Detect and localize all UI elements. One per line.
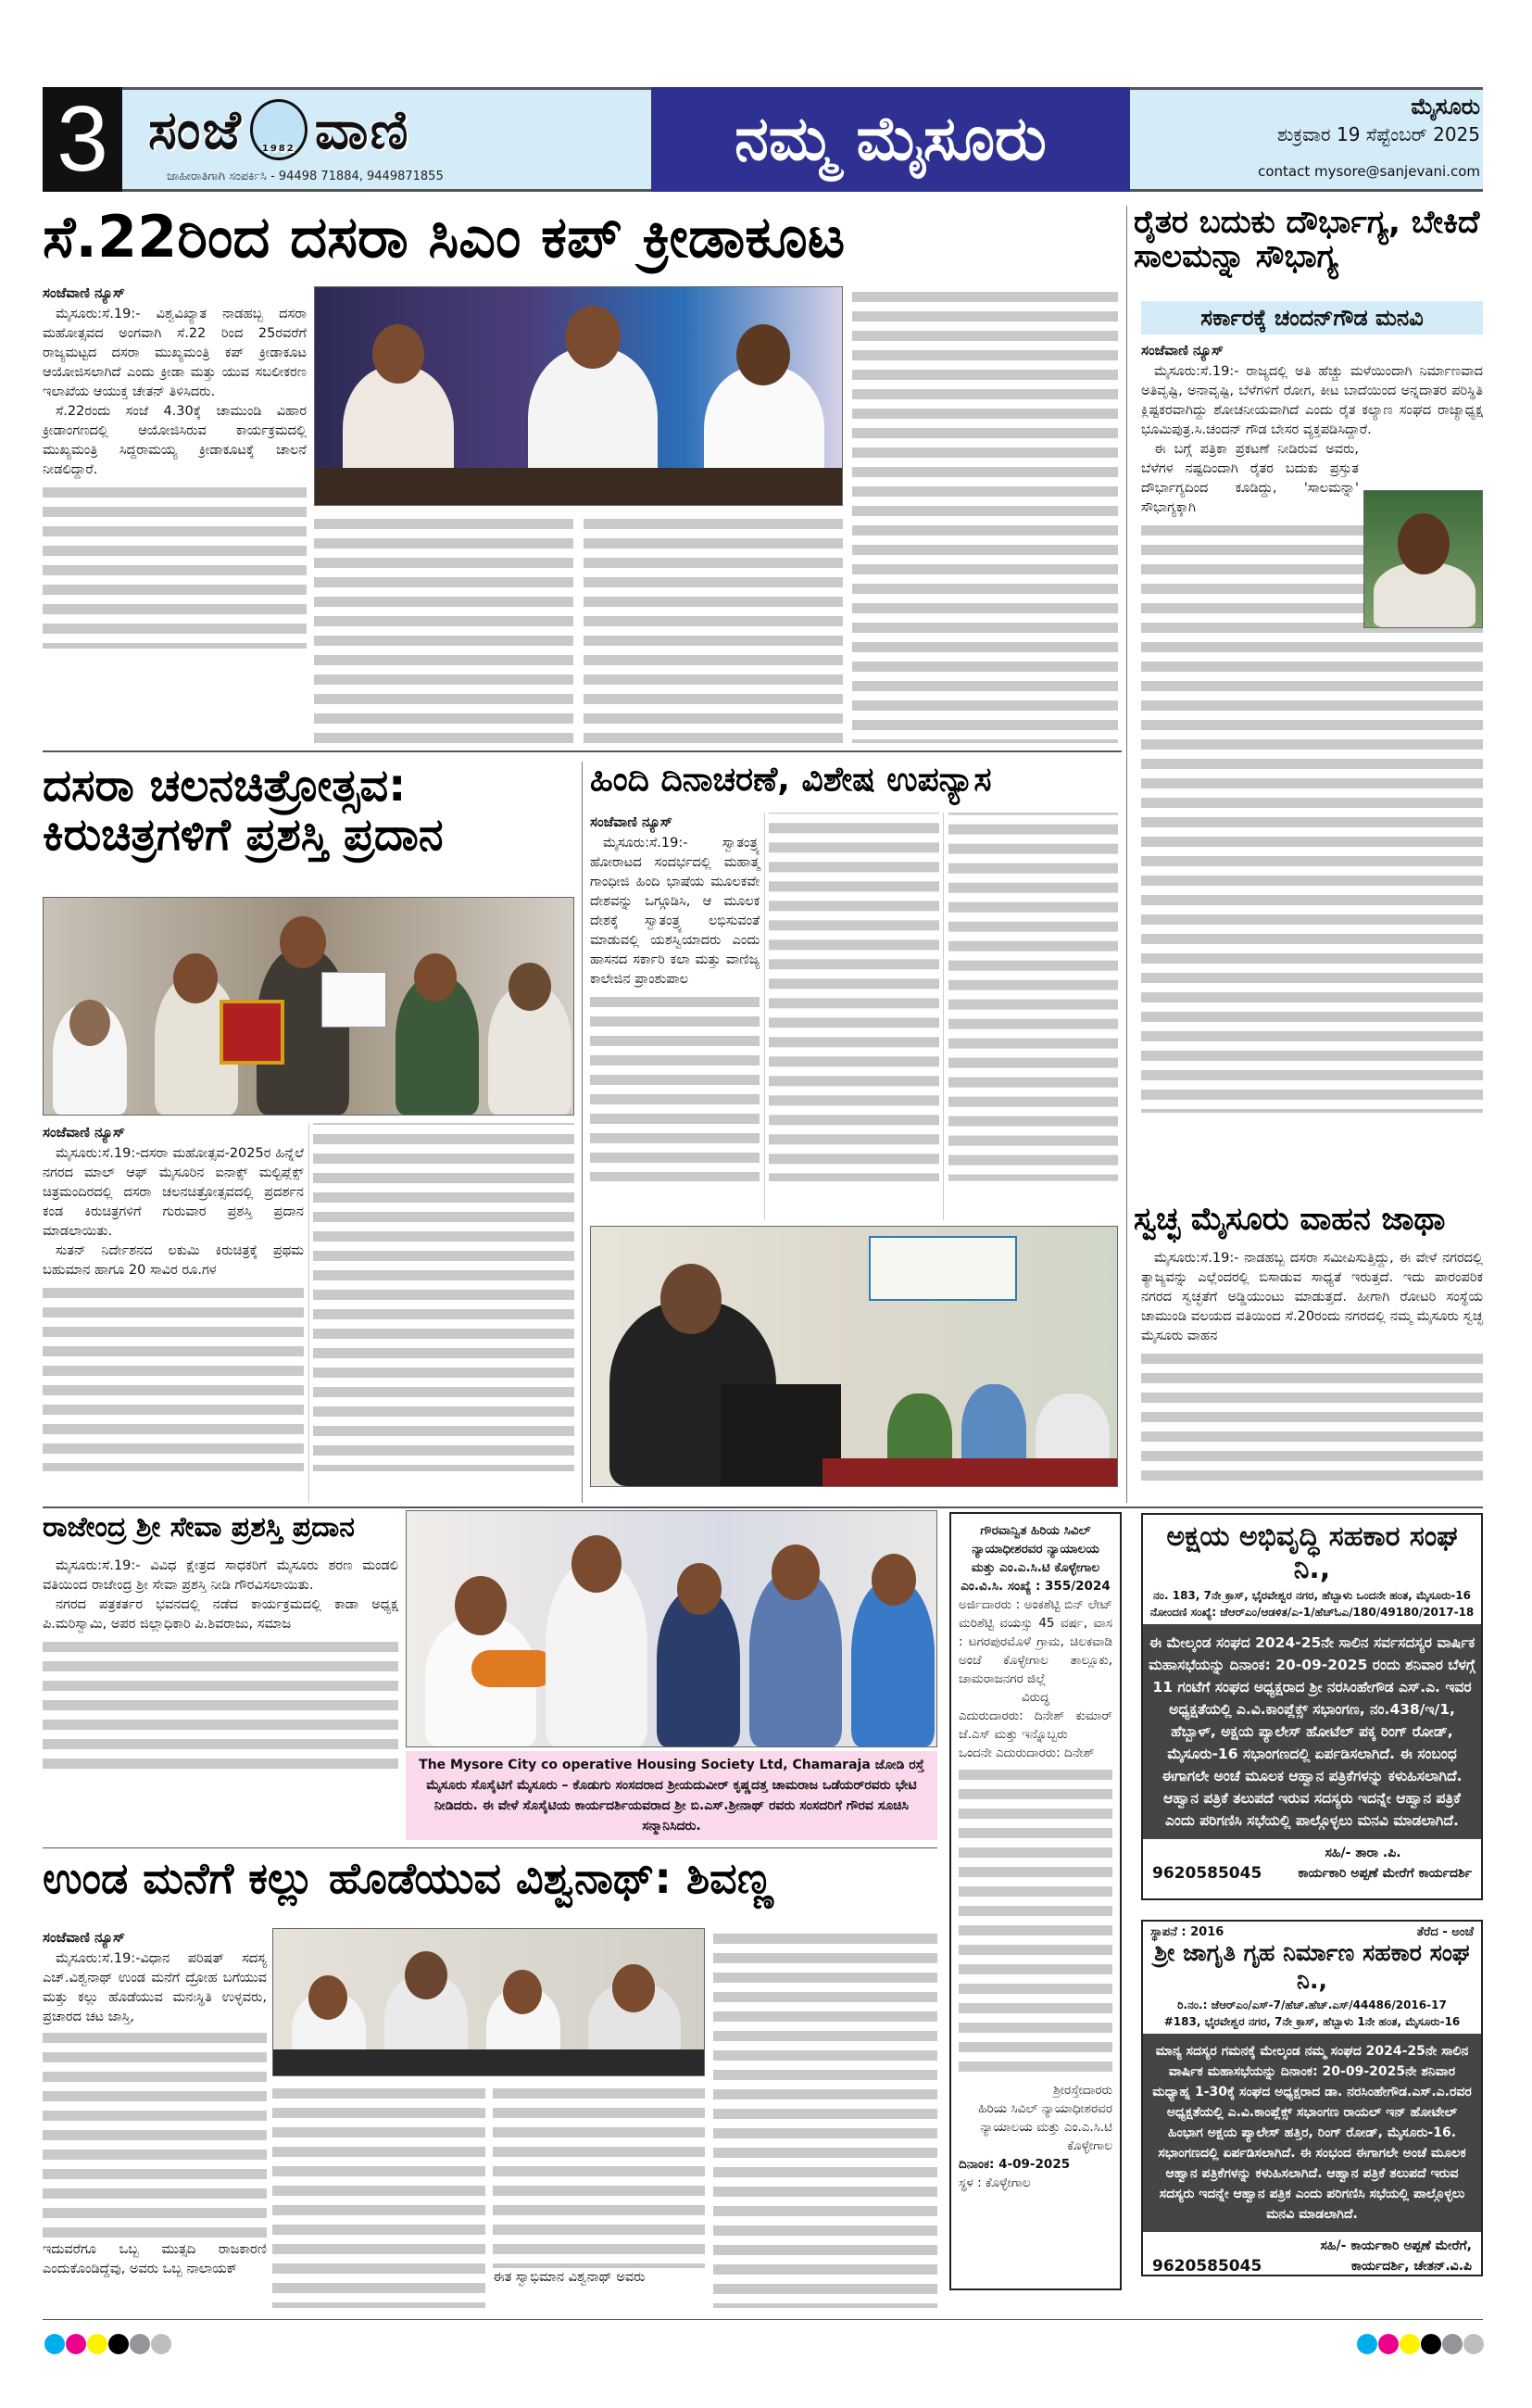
headline-line: ದಸರಾ ಚಲನಚಿತ್ರೋತ್ಸವ: — [43, 760, 407, 812]
ad-reg-no: ನೋಂದಣಿ ಸಂಖ್ಯೆ: ಜೆಆರ್‌ಎಂ/ಆಡಳಿತ/ಎ-1/ಹೆಚ್‌ಓಎ/180/49180/2017-18 — [1149, 1606, 1475, 1619]
ad-title: ಶ್ರೀ ಜಾಗೃತಿ ಗೃಹ ನಿರ್ಮಾಣ ಸಹಕಾರ ಸಂಘ ನಿ., — [1154, 1939, 1470, 1994]
ad-tag: ತೆರೆದ - ಅಂಚೆ — [1416, 1925, 1474, 1939]
ad-contact: ಜಾಹೀರಾತಿಗಾಗಿ ಸಂಪರ್ಕಿಸಿ - 94498 71884, 9449871855 — [167, 170, 444, 183]
vishwanath-col1 — [43, 1928, 267, 2308]
cyan-dot — [44, 2334, 65, 2354]
text-texture — [43, 482, 307, 649]
vishwanath-col3 — [493, 2083, 705, 2308]
paragraph: ಇದುವರೆಗೂ ಒಬ್ಬ ಮುತ್ಸದಿ ರಾಜಕಾರಣಿ ಎಂದುಕೊಂಡಿದ್ದೆವು, ಅವರು ಒಬ್ಬ ನಾಲಾಯಕ್ — [43, 2242, 267, 2276]
cm-cup-press-photo — [314, 286, 843, 506]
farmers-article — [1141, 341, 1483, 1179]
gray-dot — [1442, 2334, 1463, 2354]
byline: ಸಂಜೆವಾಣಿ ನ್ಯೂಸ್ — [43, 1929, 125, 1946]
dove-emblem-icon — [250, 99, 308, 160]
paragraph: ಮೈಸೂರು:ಸೆ.19:- ಸ್ವಾತಂತ್ರ್ಯ ಹೋರಾಟದ ಸಂದರ್ಭದಲ್ಲಿ ಮಹಾತ್ಮ ಗಾಂಧೀಜಿ ಹಿಂದಿ ಭಾಷೆಯ ಮೂಲಕವೇ ದೇಶವನ್ನು ಒಗ್ಗೂಡಿಸಿ, ಆ ಮೂಲಕ ದೇಶಕ್ಕೆ ಸ್ವಾತಂತ್ರ್ಯ ಲಭಿಸುವಂತೆ ಮಾಡುವಲ್ಲಿ ಯಶಸ್ವಿಯಾದರು ಎಂದು ಹಾಸನದ ಸರ್ಕಾರಿ ಕಲಾ ಮತ್ತು ವಾಣಿಜ್ಯ ಕಾಲೇಜಿನ ಪ್ರಾಂಶುಪಾಲ — [590, 836, 760, 987]
farmers-headline: ರೈತರ ಬದುಕು ದೌರ್ಭಾಗ್ಯ, ಬೇಕಿದೆ ಸಾಲಮನ್ನಾ ಸೌಭಾಗ್ಯ — [1134, 204, 1480, 276]
paragraph: ಸುತನ್ ನಿರ್ದೇಶನದ ಲಕುಮಿ ಕಿರುಚಿತ್ರಕ್ಕೆ ಪ್ರಥಮ ಬಹುಮಾನ ಹಾಗೂ 20 ಸಾವಿರ ರೂ.ಗಳ — [43, 1243, 304, 1278]
court-notice — [949, 1512, 1122, 2290]
footer-rule — [43, 2319, 1483, 2320]
ad-phone: 9620585045 — [1152, 1864, 1262, 1883]
first-respondent: ಒಂದನೇ ಎದುರುದಾರರು: ದಿನೇಶ್ — [959, 1746, 1095, 1760]
court-name: ಗೌರವಾನ್ವಿತ ಹಿರಿಯ ಸಿವಿಲ್ ನ್ಯಾಯಾಧೀಶರವರ ನ್ಯಾಯಾಲಯ ಮತ್ತು ಎಂ.ಎ.ಸಿ.ಟಿ ಕೊಳ್ಳೇಗಾಲ — [971, 1523, 1100, 1575]
column-divider — [1126, 206, 1127, 1503]
yellow-dot — [1400, 2334, 1420, 2354]
notice-place: ಸ್ಥಳ : ಕೊಳ್ಳೇಗಾಲ — [959, 2175, 1031, 2190]
text-texture — [43, 1636, 398, 1775]
edition-info — [1258, 93, 1480, 185]
paragraph: ಮೈಸೂರು:ಸೆ.19:- ರಾಜ್ಯದಲ್ಲಿ ಅತಿ ಹೆಚ್ಚು ಮಳೆಯಿಂದಾಗಿ ನಿರ್ಮಾಣವಾದ ಅತಿವೃಷ್ಟಿ, ಅನಾವೃಷ್ಟಿ, ಬೆಳೆಗಳಿಗೆ ರೋಗ, ಕೀಟ ಬಾದೆಯಿಂದ ಅನ್ನದಾತರ ಪರಿಸ್ಥಿತಿ ಕ್ಲಿಷ್ಟಕರವಾಗಿದ್ದು ಶೋಚನೀಯವಾಗಿದೆ ಎಂದು ರೈತ ಕಲ್ಯಾಣ ಸಂಘದ ರಾಜ್ಯಾಧ್ಯಕ್ಷ ಭೂಮಿಪುತ್ರ.ಸಿ.ಚಂದನ್ ಗೌಡ ಬೇಸರ ವ್ಯಕ್ತಪಡಿಸಿದ್ದಾರೆ. — [1141, 364, 1483, 437]
page-number: 3 — [43, 87, 122, 192]
paragraph: ಮೈಸೂರು:ಸೆ.19:-ವಿಧಾನ ಪರಿಷತ್ ಸದಸ್ಯ ಎಚ್.ವಿಶ್ವನಾಥ್ ಉಂಡ ಮನೆಗೆ ದ್ರೋಹ ಬಗೆಯುವ ಮತ್ತು ಕಲ್ಲು ಹೊಡೆಯುವ ಮನಃಸ್ಥಿತಿ ಉಳ್ಳವರು, ಪ್ರಚಾರದ ಚಟ ಜಾಸ್ತಿ, — [43, 1951, 267, 2024]
lead-headline: ಸೆ.22ರಿಂದ ದಸರಾ ಸಿಎಂ ಕಪ್ ಕ್ರೀಡಾಕೂಟ — [43, 203, 846, 271]
rajendra-article — [43, 1557, 398, 1840]
byline: ಸಂಜೆವಾಣಿ ನ್ಯೂಸ್ — [590, 813, 672, 830]
edition-date: ಶುಕ್ರವಾರ 19 ಸೆಪ್ಟೆಂಬರ್ 2025 — [1277, 123, 1480, 145]
magenta-dot — [1378, 2334, 1399, 2354]
banner-graphic — [869, 1236, 1017, 1301]
section-divider — [43, 1507, 1483, 1508]
film-festival-headline — [43, 762, 580, 860]
signatory-office: ಹಿರಿಯ ಸಿವಿಲ್ ನ್ಯಾಯಾಧೀಶರವರ ನ್ಯಾಯಾಲಯ ಮತ್ತು ಎಂ.ಎ.ಸಿ.ಟಿ ಕೊಳ್ಳೇಗಾಲ — [978, 2101, 1112, 2153]
akshaya-ad — [1141, 1513, 1483, 1900]
contact-email[interactable]: contact mysore@sanjevani.com — [1258, 163, 1480, 180]
ad-reg-no: ರಿ.ನಂ.: ಜೆಆರ್‌ಎಂ/ಎಸ್-7/ಹೆಚ್.ಹೆಚ್.ಎಸ್/44486/2016-17 — [1177, 1998, 1447, 2011]
black-dot — [108, 2334, 129, 2354]
byline: ಸಂಜೆವಾಣಿ ನ್ಯೂಸ್ — [1141, 342, 1224, 359]
notice-date: ದಿನಾಂಕ: 4-09-2025 — [959, 2157, 1071, 2172]
ad-designation: ಕಾರ್ಯಕಾರಿ ಅಪ್ಪಣೆ ಮೇರೆಗೆ ಕಾರ್ಯದರ್ಶಿ — [1298, 1866, 1472, 1881]
petitioner: ಅರ್ಜಿದಾರರು : ಅಂಕಶೆಟ್ಟಿ ಬಿನ್ ಲೇಟ್ ಮರಿಶೆಟ್ಟಿ ವಯಸ್ಸು 45 ವರ್ಷ, ವಾಸ : ಟಗರಪುರಮೊಳೆ ಗ್ರಾಮ, ಚಿಲಕವಾಡಿ ಅಂಚೆ ಕೊಳ್ಳೇಗಾಲ ತಾಲ್ಲೂಕು, ಚಾಮರಾಜನಗರ ಜಿಲ್ಲೆ — [959, 1597, 1112, 1686]
gray-dot — [130, 2334, 150, 2354]
swachh-article — [1141, 1249, 1483, 1503]
ad-phone: 9620585045 — [1152, 2257, 1262, 2276]
section-divider — [43, 1847, 937, 1848]
logo-text-left: ಸಂಜೆ — [148, 97, 243, 161]
versus: ವಿರುದ್ಧ — [1022, 1690, 1049, 1705]
black-dot — [1421, 2334, 1441, 2354]
section-title: ನಮ್ಮ ಮೈಸೂರು — [651, 87, 1130, 192]
edition-city: ಮೈಸೂರು — [1411, 94, 1480, 120]
light-gray-dot — [1463, 2334, 1484, 2354]
headline-line: ಕಿರುಚಿತ್ರಗಳಿಗೆ ಪ್ರಶಸ್ತಿ ಪ್ರದಾನ — [43, 808, 444, 861]
lead-article-col1 — [43, 284, 307, 747]
text-texture — [1141, 1348, 1483, 1487]
vishwanath-col4 — [713, 1928, 937, 2308]
rajendra-headline: ರಾಜೇಂದ್ರ ಶ್ರೀ ಸೇವಾ ಪ್ರಶಸ್ತಿ ಪ್ರದಾನ — [43, 1511, 355, 1544]
ad-designation: ಕಾರ್ಯದರ್ಶಿ, ಚೇತನ್.ವಿ.ಪಿ — [1350, 2259, 1472, 2274]
lead-article-col4 — [852, 286, 1118, 743]
ad-address: #183, ಭೈರವೇಶ್ವರ ನಗರ, 7ನೇ ಕ್ರಾಸ್, ಹೆಬ್ಬಾಳು 1ನೇ ಹಂತ, ಮೈಸೂರು-16 — [1163, 2015, 1461, 2028]
registration-marks-left — [44, 2334, 172, 2358]
text-texture — [493, 2083, 705, 2268]
chandan-gowda-portrait — [1363, 490, 1483, 628]
signatory: ಶ್ರೀರಸ್ತೇದಾರರು — [1053, 2083, 1112, 2098]
light-gray-dot — [151, 2334, 171, 2354]
paragraph: ಮೈಸೂರು:ಸೆ.19:- ವಿಶ್ವವಿಖ್ಯಾತ ನಾಡಹಬ್ಬ ದಸರಾ ಮಹೋತ್ಸವದ ಅಂಗವಾಗಿ ಸೆ.22 ರಿಂದ 25ರವರೆಗೆ ರಾಜ್ಯಮಟ್ಟದ ದಸರಾ ಮುಖ್ಯಮಂತ್ರಿ ಕಪ್ ಕ್ರೀಡಾಕೂಟ ಆಯೋಜಿಸಲಾಗಿದೆ ಎಂದು ಕ್ರೀಡಾ ಮತ್ತು ಯುವ ಸಬಲೀಕರಣ ಇಲಾಖೆಯ ಆಯುಕ್ತ ಚೇತನ್ ತಿಳಿಸಿದರು. — [43, 307, 307, 399]
ad-signature: ಸಹಿ/- ಕಾರ್ಯಕಾರಿ ಅಪ್ಪಣೆ ಮೇರೆಗೆ, — [1320, 2238, 1472, 2253]
respondents: ಎದುರುದಾರರು: ದಿನೇಶ್ ಕುಮಾರ್ ಜೆ.ಎಸ್ ಮತ್ತು ಇನ್ನೊಬ್ಬರು — [959, 1708, 1112, 1742]
byline: ಸಂಜೆವಾಣಿ ನ್ಯೂಸ್ — [43, 284, 125, 301]
ad-title: ಅಕ್ಷಯ ಅಭಿವೃದ್ಧಿ ಸಹಕಾರ ಸಂಘ ನಿ., — [1166, 1520, 1458, 1585]
case-number: ಎಂ.ವಿ.ಸಿ. ಸಂಖ್ಯೆ : 355/2024 — [961, 1579, 1111, 1594]
vishwanath-col2 — [272, 2083, 485, 2308]
magenta-dot — [66, 2334, 86, 2354]
logo-year: 1982 — [261, 144, 295, 154]
jagruthi-ad — [1141, 1920, 1483, 2276]
hindi-day-headline: ಹಿಂದಿ ದಿನಾಚರಣೆ, ವಿಶೇಷ ಉಪನ್ಯಾಸ — [590, 761, 992, 799]
paragraph: ನಗರದ ಪತ್ರಕರ್ತರ ಭವನದಲ್ಲಿ ನಡೆದ ಕಾರ್ಯಕ್ರಮದಲ್ಲಿ ಕಾಡಾ ಅಧ್ಯಕ್ಷ ಪಿ.ಮರಿಸ್ವಾಮಿ, ಅಪರ ಜಿಲ್ಲಾಧಿಕಾರಿ ಪಿ.ಶಿವರಾಜು, ಸಮಾಜ — [43, 1597, 398, 1632]
paragraph: ಈ ಬಗ್ಗೆ ಪತ್ರಿಕಾ ಪ್ರಕಟಣೆ ನೀಡಿರುವ ಅವರು, ಬೆಳೆಗಳ ನಷ್ಟದಿಂದಾಗಿ ರೈತರ ಬದುಕು ಪ್ರಸ್ತುತ ದೌರ್ಭಾಗ್ಯದಿಂದ ಕೂಡಿದ್ದು, 'ಸಾಲಮನ್ನಾ' ಸೌಭಾಗ್ಯಕ್ಕಾಗಿ — [1141, 442, 1359, 515]
column-divider — [582, 762, 583, 1503]
press-meet-photo — [272, 1928, 705, 2076]
section-divider — [43, 750, 1122, 752]
housing-society-photo — [406, 1510, 937, 1747]
ad-signature: ಸಹಿ/- ತಾರಾ .ಪಿ. — [1325, 1846, 1401, 1860]
swachh-headline: ಸ್ವಚ್ಛ ಮೈಸೂರು ವಾಹನ ಜಾಥಾ — [1134, 1201, 1446, 1238]
ad-body: ಈ ಮೇಲ್ಕಂಡ ಸಂಘದ 2024-25ನೇ ಸಾಲಿನ ಸರ್ವಸದಸ್ಯರ ವಾರ್ಷಿಕ ಮಹಾಸಭೆಯನ್ನು ದಿನಾಂಕ: 20-09-2025 ರಂದು ಶನಿವಾರ ಬೆಳಗ್ಗೆ 11 ಗಂಟೆಗೆ ಸಂಘದ ಅಧ್ಯಕ್ಷರಾದ ಶ್ರೀ ನರಸಿಂಹೇಗೌಡ ಎಸ್.ಎ. ಇವರ ಅಧ್ಯಕ್ಷತೆಯಲ್ಲಿ ಎ.ವಿ.ಕಾಂಪ್ಲೆಕ್ಸ್ ಸಭಾಂಗಣ, ನಂ.438/ಇ/1, ಹೆಬ್ಬಾಳ್, ಅಕ್ಷಯ ಪ್ಯಾಲೇಸ್ ಹೋಟೆಲ್ ಪಕ್ಕ ರಿಂಗ್ ರೋಡ್, ಮೈಸೂರು-16 ಸಭಾಂಗಣದಲ್ಲಿ ಏರ್ಪಡಿಸಲಾಗಿದೆ. ಈ ಸಂಬಂಧ ಈಗಾಗಲೇ ಅಂಚೆ ಮೂಲಕ ಆಹ್ವಾನ ಪತ್ರಿಕೆಗಳನ್ನು ಕಳುಹಿಸಲಾಗಿದೆ. ಆಹ್ವಾನ ಪತ್ರಿಕೆ ತಲುಪದೆ ಇರುವ ಸದಸ್ಯರು ಇದನ್ನೇ ಆಹ್ವಾನ ಪತ್ರಿಕೆ ಎಂದು ಪರಿಗಣಿಸಿ ಸಭೆಯಲ್ಲಿ ಪಾಲ್ಗೊಳ್ಳಲು ಮನವಿ ಮಾಡಲಾಗಿದೆ. — [1143, 1624, 1481, 1839]
text-texture — [959, 1764, 1112, 2079]
housing-society-caption: The Mysore City co operative Housing Society Ltd, Chamaraja ಜೋಡಿ ರಸ್ತೆ ಮೈಸೂರು ಸೊಸೈಟಿಗೆ ಮೈಸೂರು – ಕೊಡುಗು ಸಂಸದರಾದ ಶ್ರೀಯದುವೀರ್ ಕೃಷ್ಣದತ್ತ ಚಾಮರಾಜ ಒಡೆಯರ್‌ರವರು ಭೇಟಿ ನೀಡಿದರು. ಈ ವೇಳೆ ಸೊಸೈಟಿಯ ಕಾರ್ಯದರ್ಶಿಯವರಾದ ಶ್ರೀ ಬಿ.ಎಸ್.ಶ್ರೀನಾಥ್ ರವರು ಸಂಸದರಿಗೆ ಗೌರವ ಸೂಚಿಸಿ ಸನ್ಮಾನಿಸಿದರು. — [406, 1751, 937, 1840]
paragraph: ಮೈಸೂರು:ಸೆ.19:- ನಾಡಹಬ್ಬ ದಸರಾ ಸಮೀಪಿಸುತ್ತಿದ್ದು, ಈ ವೇಳೆ ನಗರದಲ್ಲಿ ತ್ಯಾಜ್ಯವನ್ನು ಎಲ್ಲೆಂದರಲ್ಲಿ ಬಿಸಾಡುವ ಸಾಧ್ಯತೆ ಇರುತ್ತದೆ. ಇದು ಪಾರಂಪರಿಕ ನಗರದ ಸ್ವಚ್ಛತೆಗೆ ಅಡ್ಡಿಯುಂಟು ಮಾಡುತ್ತದೆ. ಹೀಗಾಗಿ ರೋಟರಿ ಸಂಸ್ಥೆಯ ಚಾಮುಂಡಿ ವಲಯದ ವತಿಯಿಂದ ಸೆ.20ರಂದು ನಗರದಲ್ಲಿ ನಮ್ಮ ಮೈಸೂರು ಸ್ವಚ್ಛ ಮೈಸೂರು ವಾಹನ — [1141, 1251, 1483, 1343]
yellow-dot — [87, 2334, 107, 2354]
ad-address: ನಂ. 183, 7ನೇ ಕ್ರಾಸ್, ಭೈರವೇಶ್ವರ ನಗರ, ಹೆಬ್ಬಾಳು ಒಂದನೇ ಹಂತ, ಮೈಸೂರು-16 — [1153, 1589, 1471, 1602]
paragraph: ಮೈಸೂರು:ಸೆ.19:-ದಸರಾ ಮಹೋತ್ಸವ-2025ರ ಹಿನ್ನೆಲೆ ನಗರದ ಮಾಲ್ ಆಫ್ ಮೈಸೂರಿನ ಐನಾಕ್ಸ್ ಮಲ್ಟಿಪ್ಲೆಕ್ಸ್ ಚಿತ್ರಮಂದಿರದಲ್ಲಿ ದಸರಾ ಚಲನಚಿತ್ರೋತ್ಸವದಲ್ಲಿ ಪ್ರದರ್ಶನ ಕಂಡ ಕಿರುಚಿತ್ರಗಳಿಗೆ ಗುರುವಾರ ಪ್ರಶಸ್ತಿ ಪ್ರದಾನ ಮಾಡಲಾಯಿತು. — [43, 1146, 304, 1239]
text-texture — [43, 2027, 267, 2240]
ad-body: ಮಾನ್ಯ ಸದಸ್ಯರ ಗಮನಕ್ಕೆ ಮೇಲ್ಕಂಡ ನಮ್ಮ ಸಂಘದ 2024-25ನೇ ಸಾಲಿನ ವಾರ್ಷಿಕ ಮಹಾಸಭೆಯನ್ನು ದಿನಾಂಕ: 20-09-2025ನೇ ಶನಿವಾರ ಮಧ್ಯಾಹ್ನ 1-30ಕ್ಕೆ ಸಂಘದ ಅಧ್ಯಕ್ಷರಾದ ಡಾ. ನರಸಿಂಹೇಗೌಡ.ಎಸ್.ಎ.ರವರ ಅಧ್ಯಕ್ಷತೆಯಲ್ಲಿ ಎ.ವಿ.ಕಾಂಪ್ಲೆಕ್ಸ್ ಸಭಾಂಗಣ ರಾಯಲ್ ಇನ್ ಹೋಟೇಲ್ ಹಿಂಭಾಗ ಅಕ್ಷಯ ಪ್ಯಾಲೇಸ್ ಹತ್ತಿರ, ರಿಂಗ್ ರೋಡ್, ಮೈಸೂರು-16. ಸಭಾಂಗಣದಲ್ಲಿ ಏರ್ಪಡಿಸಲಾಗಿದೆ. ಈ ಸಂಭಂದ ಈಗಾಗಲೇ ಅಂಚೆ ಮೂಲಕ ಆಹ್ವಾನ ಪತ್ರಿಕೆಗಳನ್ನು ಕಳುಹಿಸಲಾಗಿದೆ. ಆಹ್ವಾನ ಪತ್ರಿಕೆ ತಲುಪದೆ ಇರುವ ಸದಸ್ಯರು ಇದನ್ನೇ ಆಹ್ವಾನ ಪತ್ರಿಕ ಎಂದು ಪರಿಗಣಿಸಿ ಸಭೆಯಲ್ಲಿ ಪಾಲ್ಗೊಳ್ಳಲು ಮನವಿ ಮಾಡಲಾಗಿದೆ. — [1143, 2034, 1481, 2232]
paragraph: ಈತ ಸ್ವಾಭಿಮಾನ ವಿಶ್ವನಾಥ್ ಅವರು — [493, 2270, 646, 2285]
farmers-subheadline: ಸರ್ಕಾರಕ್ಕೆ ಚಂದನ್‌ಗೌಡ ಮನವಿ — [1141, 301, 1483, 334]
lead-article-col3 — [584, 513, 843, 743]
hindi-day-photo — [590, 1226, 1118, 1487]
newspaper-logo — [148, 93, 537, 167]
cyan-dot — [1357, 2334, 1377, 2354]
paragraph: ಸೆ.22ರಂದು ಸಂಜೆ 4.30ಕ್ಕೆ ಚಾಮುಂಡಿ ವಿಹಾರ ಕ್ರೀಡಾಂಗಣದಲ್ಲಿ ಆಯೋಜಿಸಿರುವ ಕಾರ್ಯಕ್ರಮದಲ್ಲಿ ಮುಖ್ಯಮಂತ್ರಿ ಸಿದ್ದರಾಮಯ್ಯ ಕ್ರೀಡಾಕೂಟಕ್ಕೆ ಚಾಲನೆ ನೀಡಲಿದ್ದಾರೆ. — [43, 404, 307, 477]
paragraph: ಮೈಸೂರು:ಸೆ.19:- ವಿವಿಧ ಕ್ಷೇತ್ರದ ಸಾಧಕರಿಗೆ ಮೈಸೂರು ಶರಣ ಮಂಡಲಿ ವತಿಯಿಂದ ರಾಜೇಂದ್ರ ಶ್ರೀ ಸೇವಾ ಪ್ರಶಸ್ತಿ ನೀಡಿ ಗೌರವಿಸಲಾಯಿತು. — [43, 1558, 398, 1593]
film-award-photo — [43, 897, 574, 1116]
registration-marks-right — [1357, 2334, 1485, 2358]
vishwanath-headline: ಉಂಡ ಮನೆಗೆ ಕಲ್ಲು ಹೊಡೆಯುವ ವಿಶ್ವನಾಥ್: ಶಿವಣ್ಣ — [43, 1853, 773, 1903]
byline: ಸಂಜೆವಾಣಿ ನ್ಯೂಸ್ — [43, 1124, 125, 1141]
ad-established: ಸ್ಥಾಪನೆ : 2016 — [1150, 1925, 1224, 1939]
logo-text-right: ವಾಣಿ — [314, 97, 410, 161]
lead-article-col2 — [314, 513, 573, 743]
film-festival-article — [43, 1123, 574, 1503]
hindi-day-article — [590, 813, 1118, 1220]
